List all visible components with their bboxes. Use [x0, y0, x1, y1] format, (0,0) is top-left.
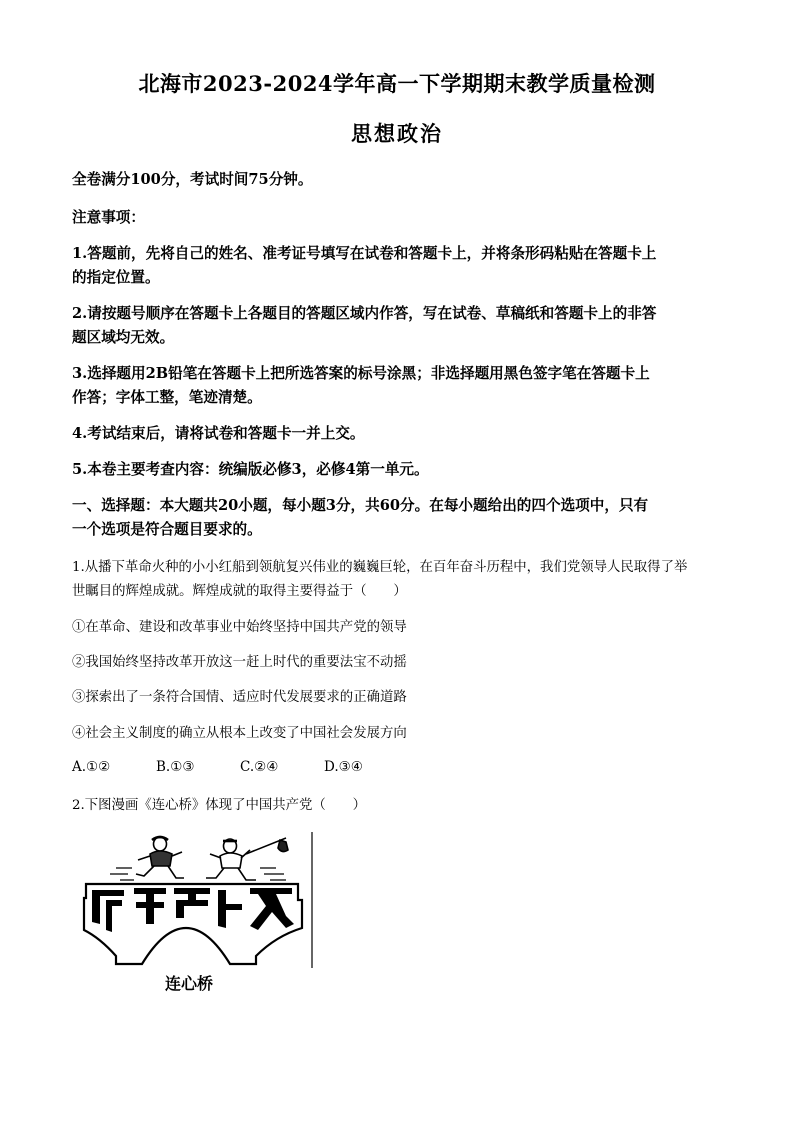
notice-item-4: 4.考试结束后，请将试卷和答题卡一并上交。: [72, 425, 365, 442]
q1-option-b: B.①③: [156, 759, 195, 775]
q1-statement-1: ①在革命、建设和改革事业中始终坚持中国共产党的领导: [72, 620, 407, 635]
q2-stem: 2.下图漫画《连心桥》体现了中国共产党（ ）: [72, 798, 366, 813]
score-line: 全卷满分100分，考试时间75分钟。: [72, 171, 313, 188]
notice-heading: 注意事项：: [72, 209, 145, 226]
section-heading-line-1: 一、选择题：本大题共20小题，每小题3分，共60分。在每小题给出的四个选项中，只有: [72, 497, 649, 514]
notice-item-3-line-1: 3.选择题用2B铅笔在答题卡上把所选答案的标号涂黑；非选择题用黑色签字笔在答题卡上: [72, 365, 650, 382]
notice-item-2-line-1: 2.请按题号顺序在答题卡上各题目的答题区域内作答，写在试卷、草稿纸和答题卡上的非答: [72, 305, 657, 322]
notice-item-1-line-2: 的指定位置。: [72, 269, 160, 286]
q1-option-c: C.②④: [240, 759, 279, 775]
q1-statement-4: ④社会主义制度的确立从根本上改变了中国社会发展方向: [72, 726, 407, 741]
q1-statement-2: ②我国始终坚持改革开放这一赶上时代的重要法宝不动摇: [72, 655, 407, 670]
q1-statement-3: ③探索出了一条符合国情、适应时代发展要求的正确道路: [72, 690, 407, 705]
notice-item-2-line-2: 题区域均无效。: [72, 329, 175, 346]
right-runner-figure: [206, 838, 288, 880]
notice-item-5: 5.本卷主要考查内容：统编版必修3，必修4第一单元。: [72, 461, 429, 478]
section-heading-line-2: 一个选项是符合题目要求的。: [72, 521, 262, 538]
exam-subject: 思想政治: [351, 121, 443, 146]
notice-item-1-line-1: 1.答题前，先将自己的姓名、准考证号填写在试卷和答题卡上，并将条形码粘贴在答题卡上: [72, 245, 657, 262]
q1-option-d: D.③④: [324, 759, 363, 775]
left-runner-figure: [110, 837, 184, 880]
q1-option-a: A.①②: [72, 759, 111, 775]
bridge-comic-illustration: [80, 832, 316, 972]
notice-item-3-line-2: 作答；字体工整，笔迹清楚。: [72, 389, 262, 406]
comic-caption: 连心桥: [165, 974, 214, 993]
q1-stem-line-2: 世瞩目的辉煌成就。辉煌成就的取得主要得益于（ ）: [72, 584, 407, 599]
exam-title: 北海市2023-2024学年高一下学期期末教学质量检测: [138, 71, 656, 96]
q1-stem-line-1: 1.从播下革命火种的小小红船到领航复兴伟业的巍巍巨轮，在百年奋斗历程中，我们党领导人民取得了举: [72, 560, 688, 575]
